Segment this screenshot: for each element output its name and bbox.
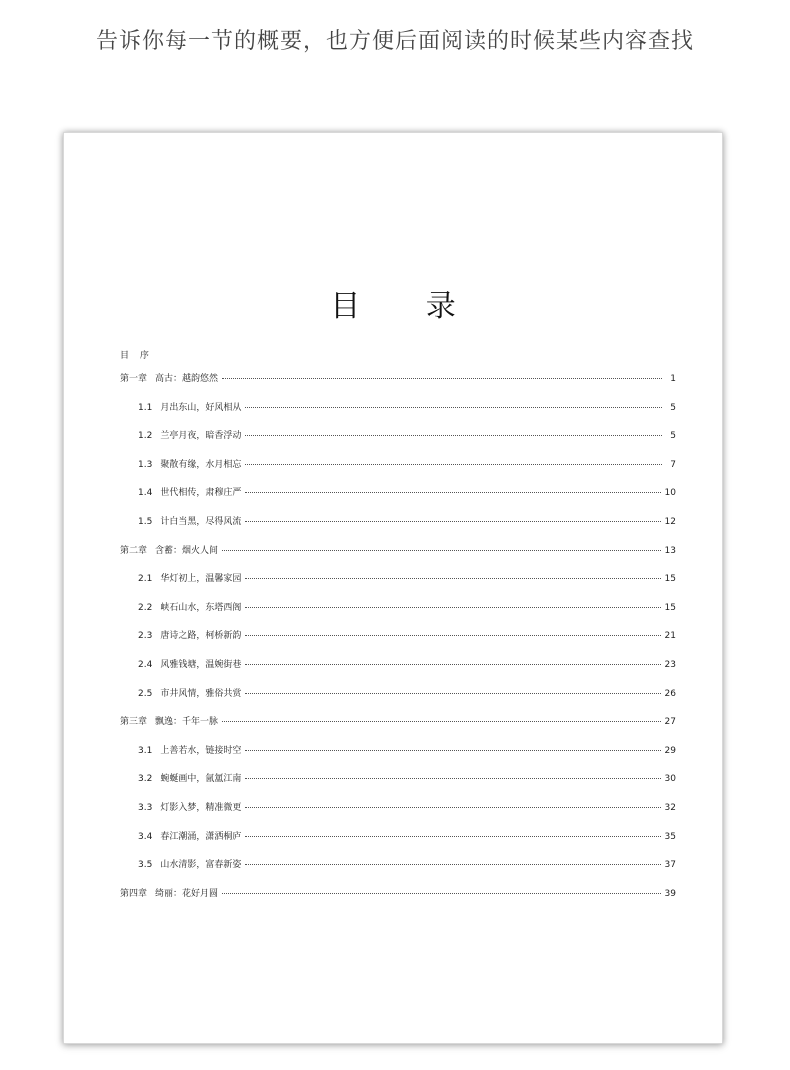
toc-page-number: 10 (664, 488, 676, 499)
toc-page-number: 13 (664, 545, 676, 556)
toc-dot-leader (245, 693, 660, 694)
toc-page-number: 37 (664, 860, 676, 871)
toc-entry-number: 2.3 (138, 631, 153, 642)
toc-section-row (120, 686, 676, 715)
toc-page-number: 39 (664, 888, 676, 899)
toc-page-number: 27 (664, 717, 676, 728)
document-title: 目 录 (330, 289, 484, 324)
toc-entry-title: 高古：越韵悠然 (155, 374, 219, 384)
toc-section-row (120, 600, 676, 629)
toc-entry-title: 灯影入梦，精准微更 (160, 802, 242, 813)
toc-entry-title: 聚散有缘，水月相忘 (160, 459, 242, 470)
toc-entry-number: 2.4 (138, 659, 153, 670)
toc-chapter-row (120, 371, 676, 400)
toc-page-number: 21 (664, 631, 676, 642)
toc-section-row (120, 743, 676, 772)
toc-entry-title: 月出东山，好风相从 (160, 402, 242, 413)
toc-page-number: 30 (664, 774, 676, 785)
toc-entry-number: 1.2 (138, 431, 153, 442)
toc-entry-title: 山水清影，富春新姿 (160, 860, 242, 871)
toc-entry-title: 含蓄：烟火人间 (155, 545, 219, 556)
toc-entry-number: 3.3 (138, 802, 153, 813)
toc-entry-number: 1.5 (138, 516, 153, 527)
toc-entry-number: 2.1 (138, 574, 153, 585)
toc-section-row (120, 514, 676, 543)
toc-entry-title: 春江潮涌，潇洒桐庐 (160, 831, 242, 842)
toc-page-number: 26 (664, 688, 676, 699)
toc-page-number: 5 (670, 431, 676, 442)
toc-entry-title: 绮丽：花好月圆 (155, 888, 219, 899)
toc-section-row (120, 485, 676, 514)
toc-page-number: 32 (664, 802, 676, 813)
toc-entry-number: 1.3 (138, 459, 153, 470)
toc-entry-number: 第三章 (120, 717, 148, 728)
toc-page-number: 5 (670, 402, 676, 413)
preface-label: 目 序 (120, 351, 153, 361)
toc-dot-leader (245, 635, 660, 636)
toc-dot-leader (222, 378, 662, 379)
toc-entry-title: 蜿蜒画中，氤氲江南 (160, 774, 242, 785)
toc-section-row (120, 628, 676, 657)
toc-dot-leader (245, 664, 660, 665)
toc-entry-number: 1.4 (138, 488, 153, 499)
toc-entry-number: 3.4 (138, 831, 153, 842)
toc-dot-leader (245, 578, 660, 579)
toc-page-number: 1 (670, 374, 676, 384)
toc-chapter-row (120, 886, 676, 915)
toc-entry-title: 华灯初上，温馨家园 (160, 574, 242, 585)
toc-page-number: 23 (664, 659, 676, 670)
toc-entry-number: 3.5 (138, 860, 153, 871)
toc-entry-title: 飘逸：千年一脉 (155, 717, 219, 728)
toc-entry-number: 第一章 (120, 374, 148, 384)
toc-section-row (120, 857, 676, 886)
toc-chapter-row (120, 543, 676, 572)
toc-entry-number: 2.2 (138, 602, 153, 613)
toc-dot-leader (245, 435, 662, 436)
toc-entry-number: 3.2 (138, 774, 153, 785)
toc-entry-number: 2.5 (138, 688, 153, 699)
toc-entry-number: 第四章 (120, 888, 148, 899)
toc-entry-title: 市井风情，雅俗共赏 (160, 688, 242, 699)
toc-page-number: 15 (664, 574, 676, 585)
toc-section-row (120, 457, 676, 486)
toc-entry-title: 兰亭月夜，暗香浮动 (160, 431, 242, 442)
toc-dot-leader (245, 464, 662, 465)
toc-page-number: 15 (664, 602, 676, 613)
toc-dot-leader (245, 750, 660, 751)
toc-entry-title: 上善若水，链接时空 (160, 745, 242, 756)
toc-dot-leader (245, 607, 660, 608)
toc-entry-title: 计白当黑，尽得风流 (160, 516, 242, 527)
toc-dot-leader (222, 721, 661, 722)
toc-page-number: 29 (664, 745, 676, 756)
document-page (63, 132, 723, 1044)
toc-dot-leader (222, 550, 661, 551)
toc-section-row (120, 400, 676, 429)
toc-dot-leader (245, 407, 662, 408)
toc-dot-leader (245, 864, 660, 865)
toc-section-row (120, 657, 676, 686)
table-of-contents (120, 371, 676, 914)
toc-page-number: 35 (664, 831, 676, 842)
toc-entry-title: 峡石山水，东塔西阁 (160, 602, 242, 613)
toc-section-row (120, 771, 676, 800)
toc-section-row (120, 800, 676, 829)
toc-dot-leader (245, 492, 660, 493)
toc-dot-leader (245, 836, 660, 837)
toc-entry-number: 3.1 (138, 745, 153, 756)
toc-entry-title: 唐诗之路，柯桥新韵 (160, 631, 242, 642)
toc-dot-leader (245, 807, 660, 808)
toc-dot-leader (245, 778, 660, 779)
toc-chapter-row (120, 714, 676, 743)
toc-dot-leader (222, 893, 661, 894)
toc-entry-number: 1.1 (138, 402, 153, 413)
toc-page-number: 12 (664, 516, 676, 527)
toc-section-row (120, 428, 676, 457)
toc-entry-number: 第二章 (120, 545, 148, 556)
toc-page-number: 7 (670, 459, 676, 470)
toc-entry-title: 风雅钱塘，温婉街巷 (160, 659, 242, 670)
toc-dot-leader (245, 521, 660, 522)
toc-section-row (120, 571, 676, 600)
caption-text: 告诉你每一节的概要，也方便后面阅读的时候某些内容查找 (95, 29, 694, 54)
toc-section-row (120, 829, 676, 858)
toc-entry-title: 世代相传，肃穆庄严 (160, 488, 242, 499)
